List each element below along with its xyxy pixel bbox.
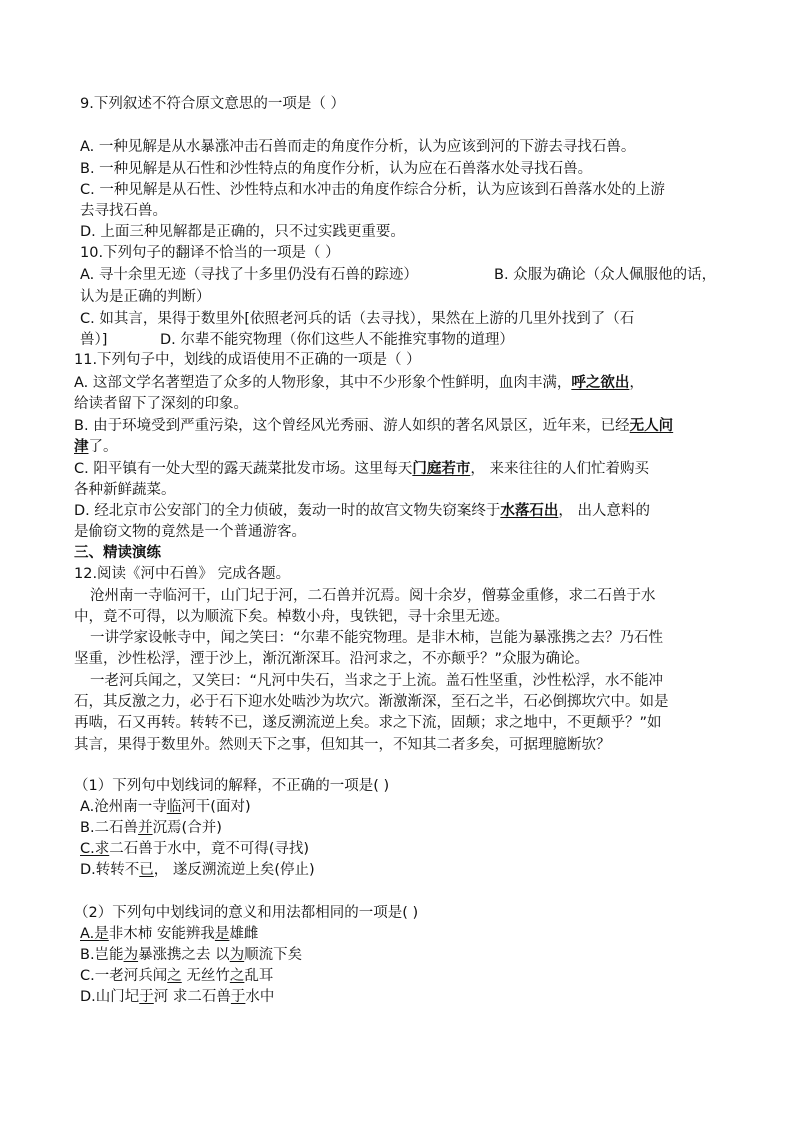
passage-p2-line1: 一讲学家设帐寺中，闻之笑曰：“尔辈不能究物理。是非木柿，岂能为暴涨携之去？乃石性: [90, 630, 664, 646]
sub2-d-word1: 于: [139, 989, 154, 1005]
q11-a-text: A. 这部文学名著塑造了众多的人物形象，其中不少形象个性鲜明，血肉丰满，: [74, 375, 572, 391]
q9-option-c-line2: 去寻找石兽。: [80, 203, 167, 219]
sub2-a-word1: A.是: [80, 926, 109, 942]
q10-option-d: D. 尔辈不能究物理（你们这些人不能推究事物的道理）: [160, 332, 514, 348]
q11-option-d: [74, 501, 650, 521]
q9-stem: 9.下列叙述不符合原文意思的一项是（ ）: [80, 96, 345, 112]
q11-d-text: D. 经北京市公安部门的全力侦破，轰动一时的故宫文物失窃案终于: [74, 503, 501, 519]
sub1-b-word: 并: [138, 820, 153, 836]
q11-c-text: C. 阳平镇有一处大型的露天蔬菜批发市场。这里每天: [74, 461, 413, 477]
q10-option-b-line1: B. 众服为确论（众人佩服他的话，: [494, 267, 717, 283]
sub1-c-word: C.求: [80, 841, 110, 857]
q11-d-idiom: 水落石出: [500, 503, 559, 519]
passage-p2-line2: 坚重，沙性松浮，湮于沙上，渐沉渐深耳。沿河求之，不亦颠乎？”众服为确论。: [74, 651, 590, 667]
q10-option-c-line1: C. 如其言，果得于数里外[依照老河兵的话（去寻找），果然在上游的几里外找到了（石: [80, 311, 635, 327]
sub1-c-tail: 二石兽于水中，竟不可得(寻找): [109, 841, 310, 857]
sub2-option-d: [80, 987, 274, 1007]
sub2-b-tail: 顺流下矣: [244, 947, 303, 963]
sub2-option-a: [80, 924, 258, 944]
q11-b-idiom-part1: 无人问: [629, 418, 674, 434]
passage-p3-line4: 其言，果得于数里外。然则天下之事，但知其一，不知其二者多矣，可据理臆断欤？: [74, 737, 611, 753]
sub2-b-text: B.岂能: [80, 947, 124, 963]
sub1-d-tail: ， 遂反溯流逆上矣(停止): [153, 862, 315, 878]
sub2-a-word2: 是: [214, 926, 230, 942]
sub2-b-word2: 为: [229, 947, 245, 963]
sub2-a-mid: 非木柿 安能辨我: [108, 926, 215, 942]
sub1-a-text: A.沧州南一寺: [80, 799, 167, 815]
sub1-a-word: 临: [166, 799, 182, 815]
passage-p1-line2: 中，竟不可得，以为顺流下矣。棹数小舟，曳铁钯，寻十余里无迹。: [74, 609, 509, 625]
sub1-b-tail: 沉焉(合并): [152, 820, 222, 836]
q11-c-tail: ， 来来往往的人们忙着购买: [470, 461, 649, 477]
passage-p3-line1: 一老河兵闻之，又笑曰：“凡河中失石，当求之于上流。盖石性坚重，沙性松浮，水不能冲: [90, 673, 664, 689]
section-title: 三、精读演练: [74, 545, 161, 561]
q10-option-c-line2: 兽）]: [80, 332, 108, 348]
q11-c-idiom: 门庭若市: [412, 461, 471, 477]
sub2-option-c: [80, 966, 273, 986]
q11-option-a-line2: 给读者留下了深刻的印象。: [74, 396, 248, 412]
sub2-c-word1: 之: [167, 968, 182, 984]
q11-option-b: [74, 416, 673, 436]
q9-option-a: A. 一种见解是从水暴涨冲击石兽而走的角度作分析，认为应该到河的下游去寻找石兽。: [80, 139, 636, 155]
q11-a-tail: ，: [629, 375, 644, 391]
sub2-d-text: D.山门圮: [80, 989, 140, 1005]
sub2-c-text: C.一老河兵闻: [80, 968, 168, 984]
q11-option-c-line2: 各种新鲜蔬菜。: [74, 482, 176, 498]
q11-a-idiom: 呼之欲出: [571, 375, 630, 391]
sub2-b-mid: 暴涨携之去 以: [138, 947, 230, 963]
q9-option-d: D. 上面三种见解都是正确的，只不过实践更重要。: [80, 224, 405, 240]
sub1-option-b: [80, 818, 222, 838]
q11-option-a: [74, 373, 644, 393]
sub1-option-c: [80, 839, 309, 859]
q11-d-tail: ， 出人意料的: [558, 503, 650, 519]
passage-p3-line2: 石，其反激之力，必于石下迎水处啮沙为坎穴。渐激渐深，至石之半，石必倒掷坎穴中。如是: [74, 694, 669, 710]
sub1-d-word: 已: [139, 862, 154, 878]
sub2-d-word2: 于: [230, 989, 246, 1005]
passage-p3-line3: 再啮，石又再转。转转不已，遂反溯流逆上矣。求之下流，固颠；求之地中，不更颠乎？”如: [74, 715, 662, 731]
q11-stem: 11.下列句子中，划线的成语使用不正确的一项是（ ）: [74, 352, 421, 368]
q10-option-a: A. 寻十余里无迹（寻找了十多里仍没有石兽的踪迹）: [80, 267, 418, 283]
sub2-c-mid: 无丝竹: [181, 968, 230, 984]
sub1-option-d: [80, 860, 315, 880]
q11-option-b-line2: [74, 437, 118, 457]
sub2-d-mid: 河 求二石兽: [153, 989, 231, 1005]
passage-p1-line1: 沧州南一寺临河干，山门圮于河，二石兽并沉焉。阅十余岁，僧募金重修，求二石兽于水: [90, 588, 656, 604]
sub1-a-tail: 河干(面对): [181, 799, 251, 815]
sub1-option-a: [80, 797, 251, 817]
sub1-b-text: B.二石兽: [80, 820, 139, 836]
q9-option-b: B. 一种见解是从石性和沙性特点的角度作分析，认为应在石兽落水处寻找石兽。: [80, 161, 593, 177]
q11-b-tail: 了。: [88, 439, 118, 455]
sub2-c-word2: 之: [229, 968, 245, 984]
q11-b-idiom-part2: 津: [74, 439, 89, 455]
sub2-d-tail: 水中: [245, 989, 275, 1005]
sub2-stem: （2）下列句中划线词的意义和用法都相同的一项是( ): [74, 905, 419, 921]
q11-option-c: [74, 459, 649, 479]
q9-option-c-line1: C. 一种见解是从石性、沙性特点和水冲击的角度作综合分析，认为应该到石兽落水处的上游: [80, 182, 665, 198]
q12-stem: 12.阅读《河中石兽》 完成各题。: [74, 566, 291, 582]
sub2-b-word1: 为: [123, 947, 139, 963]
sub2-a-tail: 雄雌: [229, 926, 259, 942]
sub1-stem: （1）下列句中划线词的解释，不正确的一项是( ): [74, 778, 390, 794]
sub2-option-b: [80, 945, 302, 965]
q11-option-d-line2: 是偷窃文物的竟然是一个普通游客。: [74, 524, 306, 540]
q10-stem: 10.下列句子的翻译不恰当的一项是（ ）: [80, 245, 340, 261]
sub2-c-tail: 乱耳: [244, 968, 274, 984]
sub1-d-text: D.转转不: [80, 862, 140, 878]
q11-b-text: B. 由于环境受到严重污染，这个曾经风光秀丽、游人如织的著名风景区，近年来，已经: [74, 418, 630, 434]
q10-option-b-line2: 认为是正确的判断）: [80, 289, 211, 305]
